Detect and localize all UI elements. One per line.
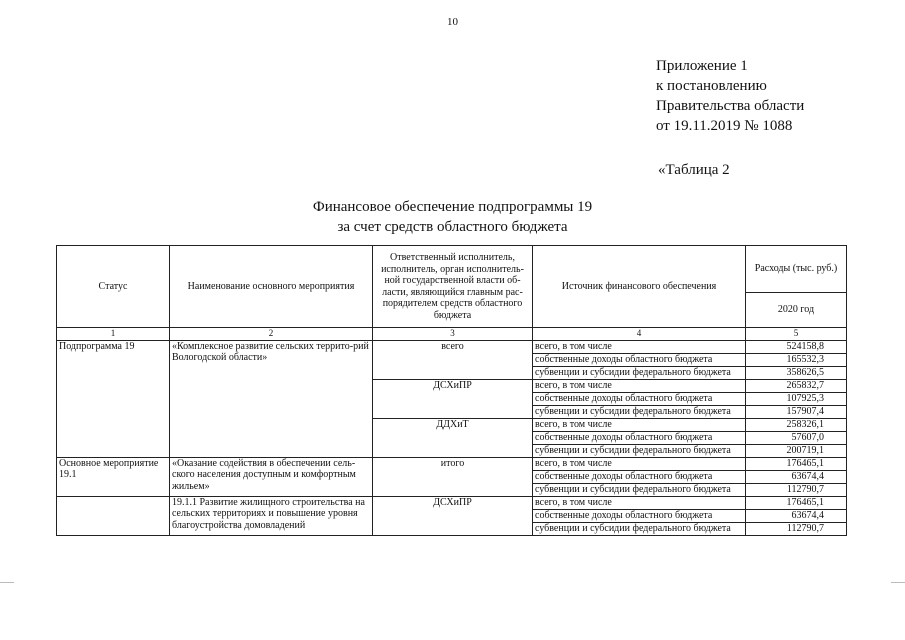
amount-cell: 63674,4 [746,509,847,522]
appendix-line-2: к постановлению [656,78,767,94]
executor-cell: ДСХиПР [373,496,533,535]
header-year: 2020 год [746,293,847,328]
financing-table [56,245,847,536]
source-cell: собственные доходы областного бюджета [533,470,746,483]
amount-cell: 112790,7 [746,483,847,496]
appendix-line-1: Приложение 1 [656,58,748,74]
source-cell: собственные доходы областного бюджета [533,392,746,405]
appendix-header [656,56,804,136]
status-cell: Основное мероприятие 19.1 [57,457,170,496]
source-cell: субвенции и субсидии федерального бюджета [533,522,746,535]
event-cell: 19.1.1 Развитие жилищного строительства на сельских территориях и повышение уровня благоустройства домовладений [170,496,373,535]
page-edge-mark-left [0,582,14,583]
page-edge-mark-right [891,582,905,583]
source-cell: всего, в том числе [533,457,746,470]
page-number: 10 [447,16,458,28]
column-number: 2 [170,328,373,341]
header-executor: Ответственный исполнитель, исполнитель, орган исполнитель-ной государственной власти об-ласти, являющийся главным рас-порядителем средств областного бюджета [373,246,533,328]
amount-cell: 57607,0 [746,431,847,444]
title-line-2: за счет средств областного бюджета [337,219,568,235]
executor-cell: ДСХиПР [373,379,533,418]
amount-cell: 63674,4 [746,470,847,483]
event-cell: «Оказание содействия в обеспечении сель-ского населения доступным и комфортным жильем» [170,457,373,496]
column-number: 4 [533,328,746,341]
source-cell: субвенции и субсидии федерального бюджета [533,366,746,379]
status-cell: Подпрограмма 19 [57,340,170,457]
executor-cell: всего [373,340,533,379]
source-cell: всего, в том числе [533,379,746,392]
source-cell: субвенции и субсидии федерального бюджета [533,405,746,418]
source-cell: всего, в том числе [533,496,746,509]
column-number: 5 [746,328,847,341]
header-status: Статус [57,246,170,328]
column-number-row [57,328,847,341]
document-title [0,197,905,237]
table-row [57,340,847,353]
column-number: 1 [57,328,170,341]
executor-cell: итого [373,457,533,496]
header-expenses: Расходы (тыс. руб.) [746,246,847,293]
amount-cell: 112790,7 [746,522,847,535]
event-cell: «Комплексное развитие сельских террито-рий Вологодской области» [170,340,373,457]
header-source: Источник финансового обеспечения [533,246,746,328]
amount-cell: 157907,4 [746,405,847,418]
amount-cell: 358626,5 [746,366,847,379]
table-row [57,496,847,509]
amount-cell: 524158,8 [746,340,847,353]
source-cell: собственные доходы областного бюджета [533,353,746,366]
table-label: «Таблица 2 [658,162,730,178]
appendix-line-3: Правительства области [656,98,805,114]
source-cell: всего, в том числе [533,418,746,431]
amount-cell: 265832,7 [746,379,847,392]
executor-cell: ДДХиТ [373,418,533,457]
status-cell [57,496,170,535]
source-cell: всего, в том числе [533,340,746,353]
source-cell: субвенции и субсидии федерального бюджета [533,444,746,457]
source-cell: собственные доходы областного бюджета [533,431,746,444]
column-number: 3 [373,328,533,341]
amount-cell: 176465,1 [746,457,847,470]
amount-cell: 165532,3 [746,353,847,366]
amount-cell: 107925,3 [746,392,847,405]
amount-cell: 176465,1 [746,496,847,509]
source-cell: собственные доходы областного бюджета [533,509,746,522]
header-event: Наименование основного мероприятия [170,246,373,328]
table-row [57,457,847,470]
amount-cell: 200719,1 [746,444,847,457]
source-cell: субвенции и субсидии федерального бюджета [533,483,746,496]
amount-cell: 258326,1 [746,418,847,431]
title-line-1: Финансовое обеспечение подпрограммы 19 [312,199,593,215]
appendix-line-4: от 19.11.2019 № 1088 [656,118,793,134]
